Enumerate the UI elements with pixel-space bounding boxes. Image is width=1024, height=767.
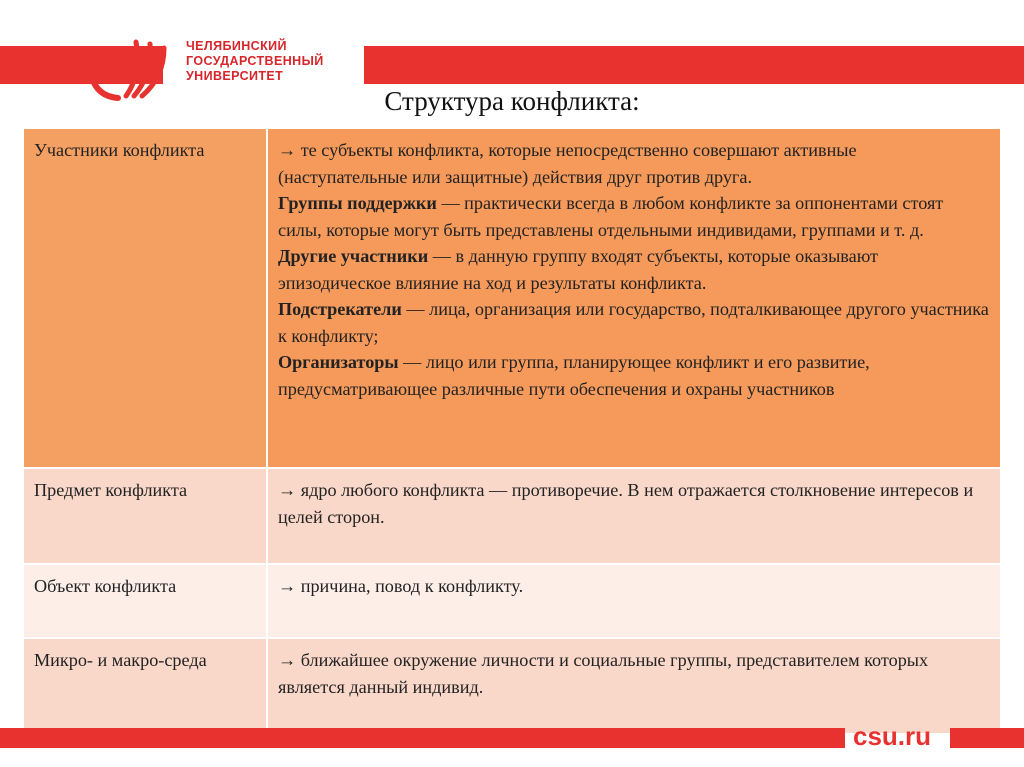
university-line-2: ГОСУДАРСТВЕННЫЙ bbox=[186, 54, 324, 68]
definition-text: — практически всегда в любом конфликте за оппонентами стоят силы, которые могут быть представлены отдельными индивидами, группами и т. д. bbox=[278, 193, 944, 240]
definition-text: — в данную группу входят субъекты, которые оказывают эпизодическое влияние на ход и результаты конфликта. bbox=[278, 246, 879, 293]
table-row bbox=[23, 564, 1001, 638]
row-term: Микро- и макро-среда bbox=[23, 638, 267, 734]
row-definition: → ядро любого конфликта — противоречие. В нем отражается столкновение интересов и целей сторон. bbox=[267, 468, 1001, 564]
table-row bbox=[23, 468, 1001, 564]
header-red-bar-right bbox=[364, 46, 1024, 84]
row-term: Объект конфликта bbox=[23, 564, 267, 638]
definition-text: — лицо или группа, планирующее конфликт и его развитие, предусматривающее различные пути обеспечения и охраны участников bbox=[278, 352, 870, 399]
definition-text: — лица, организация или государство, подталкивающее другого участника к конфликту; bbox=[278, 299, 989, 346]
university-line-3: УНИВЕРСИТЕТ bbox=[186, 69, 284, 83]
definition-bold-term: Организаторы bbox=[278, 352, 399, 372]
definition-text: → те субъекты конфликта, которые непосредственно совершают активные (наступательные или защитные) действия друг против друга. bbox=[278, 140, 857, 187]
definition-paragraph bbox=[278, 190, 990, 243]
table-row bbox=[23, 638, 1001, 734]
table-row bbox=[23, 128, 1001, 468]
row-term: Предмет конфликта bbox=[23, 468, 267, 564]
definition-paragraph bbox=[278, 296, 990, 349]
row-definition: → причина, повод к конфликту. bbox=[267, 564, 1001, 638]
definition-paragraph bbox=[278, 349, 990, 402]
definition-bold-term: Подстрекатели bbox=[278, 299, 402, 319]
slide-title: Структура конфликта: bbox=[384, 86, 640, 116]
conflict-structure-table bbox=[22, 127, 1002, 735]
row-definition bbox=[267, 128, 1001, 468]
site-link[interactable]: csu.ru bbox=[853, 721, 932, 751]
definition-paragraph bbox=[278, 243, 990, 296]
row-term: Участники конфликта bbox=[23, 128, 267, 468]
university-line-1: ЧЕЛЯБИНСКИЙ bbox=[186, 39, 287, 53]
definition-bold-term: Другие участники bbox=[278, 246, 429, 266]
row-definition: → ближайшее окружение личности и социальные группы, представителем которых является данный индивид. bbox=[267, 638, 1001, 734]
definition-bold-term: Группы поддержки bbox=[278, 193, 437, 213]
university-name bbox=[186, 39, 324, 84]
definition-paragraph bbox=[278, 137, 990, 190]
footer-red-bar-right bbox=[950, 728, 1024, 748]
footer-red-bar-left bbox=[0, 728, 845, 748]
